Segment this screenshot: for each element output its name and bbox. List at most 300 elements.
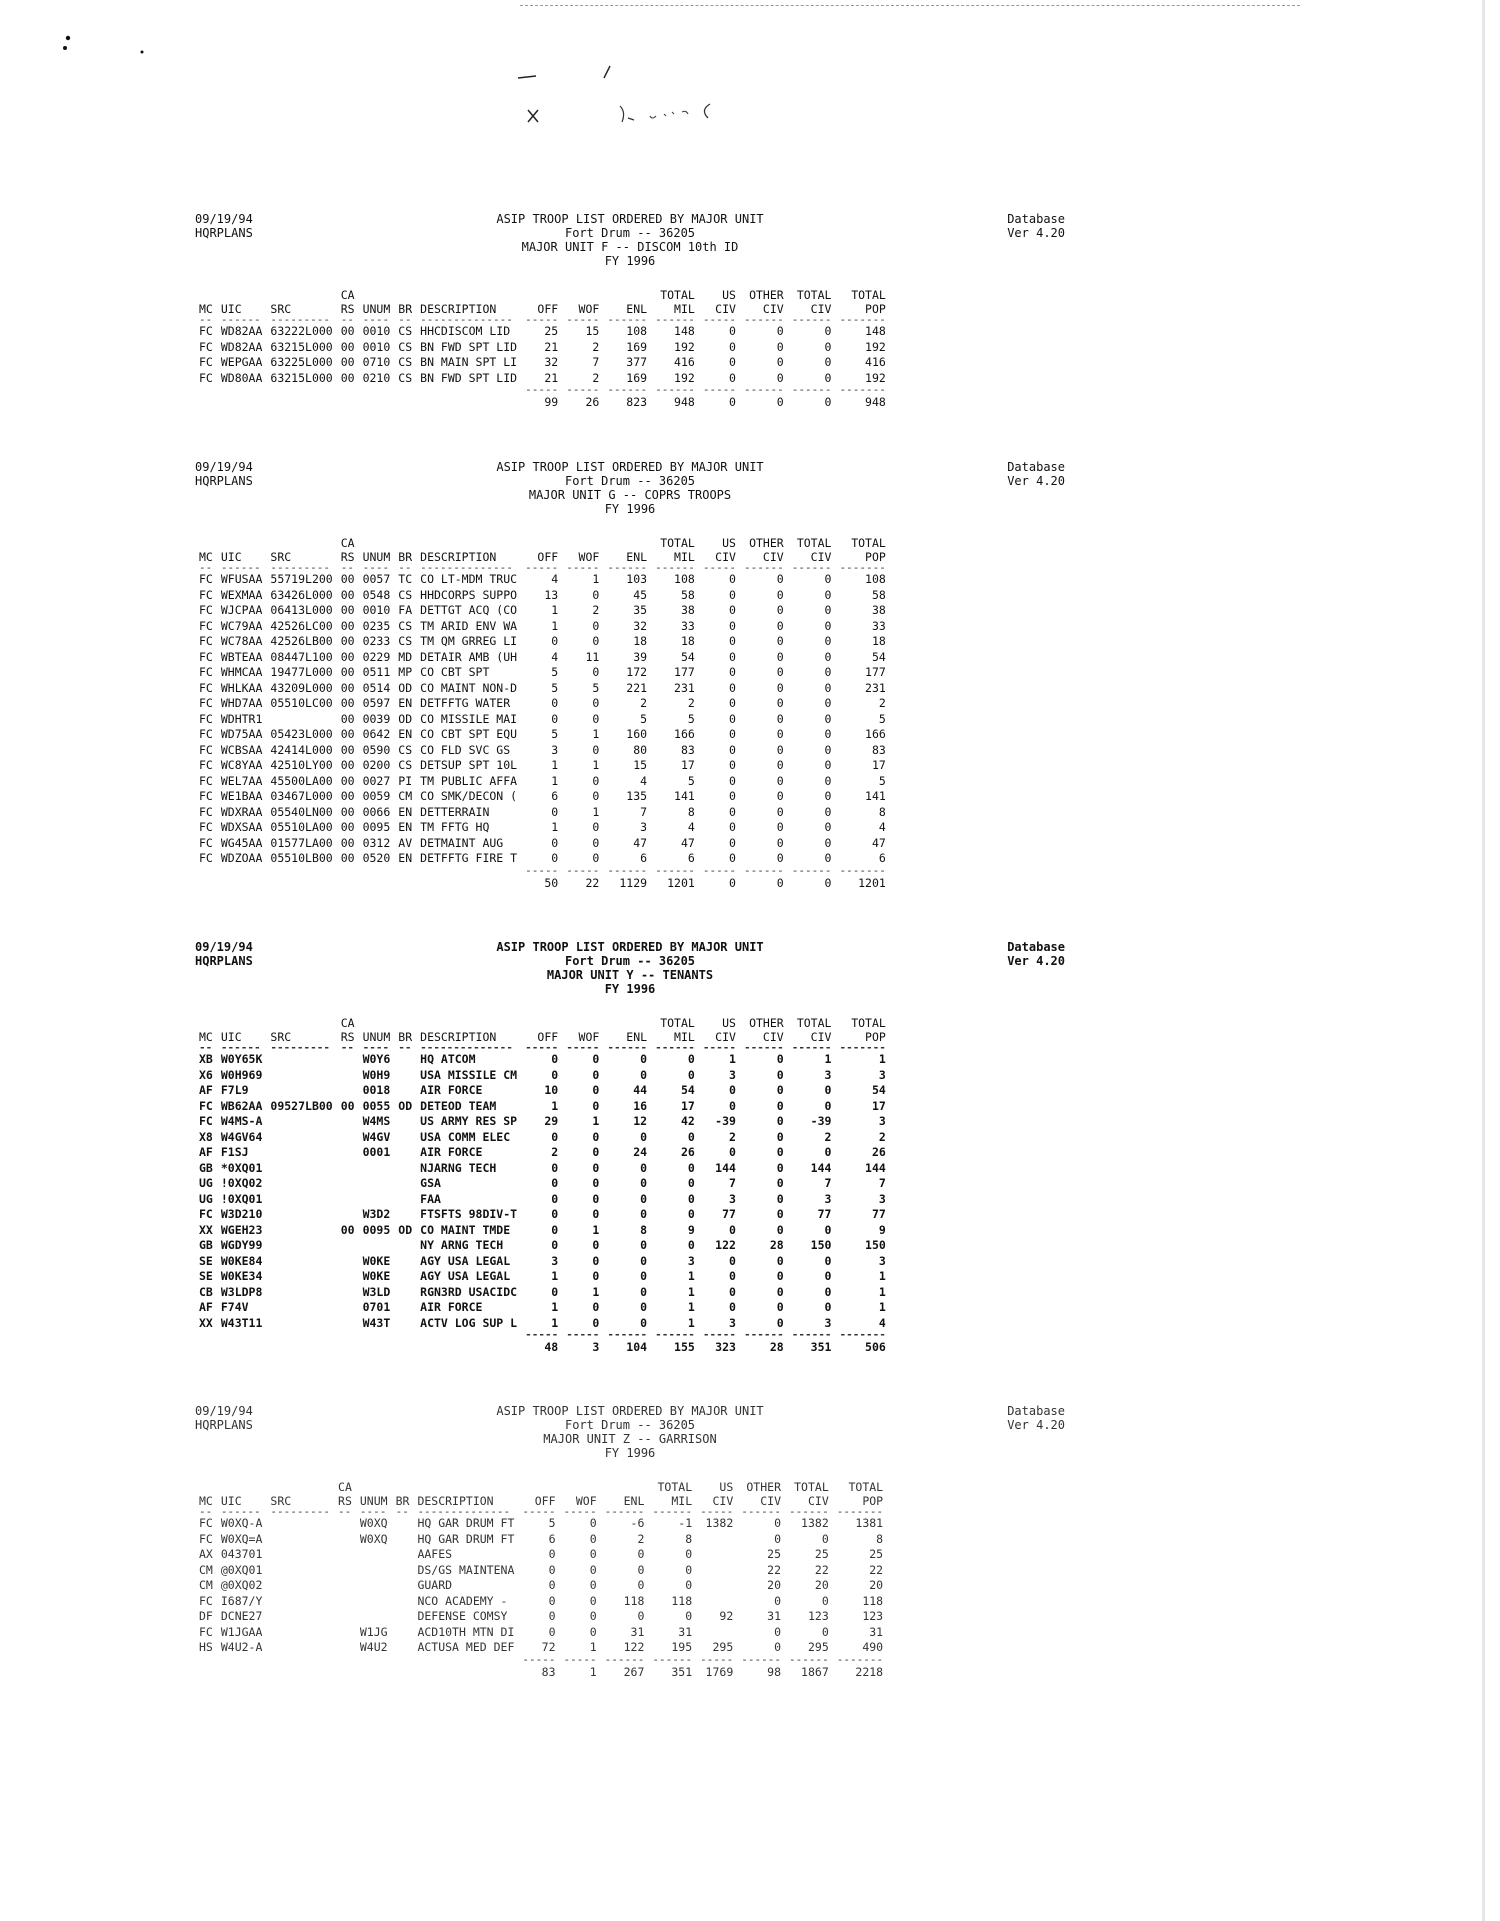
col-header-ociv: OTHER CIV xyxy=(749,288,784,316)
col-header-off: OFF xyxy=(537,302,559,316)
cell-uic: F1SJ xyxy=(220,1145,249,1159)
cell-ca xyxy=(337,1068,359,1084)
cell-uic: W0XQ-A xyxy=(220,1516,263,1530)
cell-tciv: 0 xyxy=(824,1253,832,1268)
cell-pop: 47 xyxy=(871,835,886,850)
cell-ociv: 0 xyxy=(776,339,784,354)
cell-mc: CB xyxy=(199,1284,213,1299)
total-uic xyxy=(217,394,267,411)
cell-ca: 00 xyxy=(340,742,355,757)
cell-ociv: 0 xyxy=(774,1624,781,1639)
total-mil: 351 xyxy=(671,1664,693,1679)
table-row xyxy=(195,1161,890,1177)
cell-mc: X6 xyxy=(199,1067,213,1082)
total-unum xyxy=(359,875,395,892)
total-uciv: 323 xyxy=(715,1340,736,1354)
col-header-src: SRC xyxy=(270,1030,292,1044)
cell-tciv: 0 xyxy=(824,649,832,664)
cell-br xyxy=(394,1300,416,1316)
cell-uciv: 0 xyxy=(729,711,736,726)
cell-unum: 0095 xyxy=(362,820,391,834)
total-ociv: 0 xyxy=(776,395,784,409)
cell-ociv: 0 xyxy=(776,742,784,757)
cell-ca xyxy=(337,1161,359,1177)
cell-uciv: 77 xyxy=(722,1207,736,1221)
cell-desc: RGN3RD USACIDC xyxy=(420,1284,518,1299)
cell-br xyxy=(392,1563,414,1579)
cell-ca xyxy=(337,1207,359,1223)
cell-wof: 0 xyxy=(592,773,600,788)
report-location: Fort Drum -- 36205 xyxy=(564,954,696,968)
cell-ca xyxy=(337,1052,359,1068)
col-header-ca: CA RS xyxy=(340,536,355,564)
cell-uciv: 0 xyxy=(729,820,736,834)
cell-mil: 8 xyxy=(685,1531,693,1546)
cell-mc: SE xyxy=(199,1269,213,1283)
cell-mc: FC xyxy=(199,370,213,385)
cell-enl: 18 xyxy=(633,634,648,648)
cell-ca xyxy=(334,1532,356,1548)
cell-desc: AAFES xyxy=(417,1547,453,1561)
cell-desc: DETMAINT AUG xyxy=(420,835,504,850)
cell-ca xyxy=(337,1269,359,1285)
total-unum xyxy=(356,1664,392,1681)
total-tciv: 351 xyxy=(810,1340,832,1354)
table-row xyxy=(195,1052,890,1068)
cell-unum: 0312 xyxy=(362,835,391,850)
cell-tciv: 0 xyxy=(824,603,832,617)
col-header-pop: TOTAL POP xyxy=(851,1016,886,1044)
cell-src xyxy=(266,1563,334,1579)
cell-unum: 0511 xyxy=(362,665,391,679)
cell-tciv: 3 xyxy=(824,1067,832,1082)
col-header-uic: UIC xyxy=(220,302,242,316)
report-header-center xyxy=(195,212,1065,268)
cell-br: EN xyxy=(398,851,413,865)
col-header-src: SRC xyxy=(270,550,292,564)
cell-enl: 12 xyxy=(633,1114,648,1128)
total-mc xyxy=(195,875,217,892)
cell-ociv: 0 xyxy=(776,370,784,385)
col-header-br: BR xyxy=(395,1494,410,1508)
cell-mc: FC xyxy=(199,1531,213,1546)
cell-unum: 0001 xyxy=(362,1145,391,1159)
cell-ociv: 0 xyxy=(776,634,784,648)
report-header xyxy=(195,212,1065,284)
cell-desc: DETAIR AMB (UH xyxy=(420,649,518,664)
cell-unum: W4MS xyxy=(362,1114,391,1128)
cell-mc: AF xyxy=(199,1145,213,1159)
cell-uciv: 0 xyxy=(729,370,736,385)
cell-wof: 0 xyxy=(592,851,600,865)
cell-br: EN xyxy=(398,820,413,834)
cell-unum: 0200 xyxy=(362,758,391,772)
cell-ca: 00 xyxy=(340,370,355,385)
cell-src: 05510LA00 xyxy=(270,820,333,834)
table-row xyxy=(195,1099,890,1115)
cell-uic: W0KE34 xyxy=(220,1269,263,1283)
cell-ociv: 0 xyxy=(776,1083,784,1097)
cell-pop: 54 xyxy=(871,1083,886,1097)
cell-desc: FTSFTS 98DIV-T xyxy=(420,1207,518,1221)
report-header-right xyxy=(1007,212,1065,240)
cell-src xyxy=(266,1547,334,1563)
cell-uciv: 1 xyxy=(729,1052,736,1066)
cell-off: 0 xyxy=(551,1222,559,1237)
cell-ociv: 0 xyxy=(776,1052,784,1066)
cell-enl: 24 xyxy=(633,1145,648,1159)
cell-desc: US ARMY RES SP xyxy=(420,1114,518,1128)
cell-br: CS xyxy=(398,339,413,354)
col-header-enl: ENL xyxy=(626,1030,648,1044)
cell-pop: 38 xyxy=(871,603,886,617)
cell-desc: HHCDISCOM LID xyxy=(420,324,511,338)
cell-ociv: 0 xyxy=(776,1114,784,1128)
cell-enl: 0 xyxy=(637,1562,645,1577)
cell-src xyxy=(266,1594,334,1610)
cell-src: 42526LB00 xyxy=(270,634,333,648)
cell-src: 09527LB00 xyxy=(270,1098,333,1113)
col-header-unum: UNUM xyxy=(359,1494,388,1508)
cell-br xyxy=(394,1145,416,1161)
cell-br xyxy=(392,1640,414,1656)
cell-tciv: 0 xyxy=(824,773,832,788)
table-row xyxy=(195,1083,890,1099)
cell-off: 0 xyxy=(551,634,559,648)
cell-src: 63215L000 xyxy=(270,339,333,354)
cell-br: CS xyxy=(398,742,413,757)
cell-mil: 0 xyxy=(687,1176,695,1190)
cell-enl: -6 xyxy=(630,1516,645,1530)
col-header-enl: ENL xyxy=(623,1494,645,1508)
cell-off: 0 xyxy=(551,1238,559,1252)
total-pop: 948 xyxy=(865,395,886,409)
col-header-wof: WOF xyxy=(578,1030,600,1044)
cell-desc: CO MISSILE MAI xyxy=(420,711,518,726)
cell-desc: BN MAIN SPT LI xyxy=(420,355,518,369)
cell-src: 42510LY00 xyxy=(270,758,333,772)
cell-br: CM xyxy=(398,789,413,803)
cell-pop: 1 xyxy=(878,1300,886,1314)
cell-tciv: 144 xyxy=(810,1160,832,1175)
cell-desc: TM PUBLIC AFFA xyxy=(420,773,518,788)
cell-uic: *0XQ01 xyxy=(220,1160,263,1175)
cell-ca xyxy=(334,1640,356,1656)
cell-ociv: 0 xyxy=(776,820,784,834)
cell-src xyxy=(266,1068,336,1084)
cell-mil: 195 xyxy=(671,1640,693,1654)
cell-ca xyxy=(334,1516,356,1532)
cell-br: PI xyxy=(398,773,413,788)
cell-unum: 0642 xyxy=(362,727,391,741)
cell-desc: HQ GAR DRUM FT xyxy=(417,1531,515,1546)
col-header-ca: CA RS xyxy=(338,1480,352,1508)
cell-ca xyxy=(337,1083,359,1099)
col-header-pop: TOTAL POP xyxy=(851,536,886,564)
cell-src: 05510LC00 xyxy=(270,696,333,710)
cell-tciv: 0 xyxy=(824,665,832,679)
report-fiscal-year: FY 1996 xyxy=(604,982,656,996)
cell-unum: 0066 xyxy=(362,804,391,819)
cell-desc: GSA xyxy=(420,1176,441,1190)
cell-uciv xyxy=(696,1563,737,1579)
cell-off: 0 xyxy=(551,696,559,710)
col-header-desc: DESCRIPTION xyxy=(420,302,497,316)
table-row xyxy=(195,1207,890,1223)
cell-uciv: 144 xyxy=(715,1160,736,1175)
cell-pop: 490 xyxy=(862,1640,884,1654)
report-fiscal-year: FY 1996 xyxy=(604,502,656,516)
cell-off: 5 xyxy=(548,1516,556,1530)
total-br xyxy=(394,875,416,892)
total-mc xyxy=(195,1339,217,1356)
total-src xyxy=(266,1664,334,1681)
cell-uciv: 0 xyxy=(729,804,736,819)
table-header-row xyxy=(195,288,890,316)
cell-enl: 39 xyxy=(633,649,648,664)
cell-wof: 0 xyxy=(589,1516,597,1530)
cell-off: 0 xyxy=(548,1562,556,1577)
cell-off: 4 xyxy=(551,572,559,586)
cell-uic: W0XQ=A xyxy=(220,1531,263,1546)
table-row xyxy=(195,1176,890,1192)
cell-uciv: 3 xyxy=(729,1191,736,1206)
cell-tciv: 25 xyxy=(814,1547,829,1561)
total-uciv: 0 xyxy=(729,875,736,890)
cell-uic: WEXMAA xyxy=(220,587,263,602)
cell-ca xyxy=(334,1578,356,1594)
cell-ociv: 0 xyxy=(776,680,784,695)
cell-mc: FC xyxy=(199,820,213,834)
cell-tciv: 0 xyxy=(824,370,832,385)
cell-wof: 0 xyxy=(589,1624,597,1639)
cell-mil: 0 xyxy=(685,1609,693,1623)
cell-uciv: 0 xyxy=(729,742,736,757)
cell-uciv: 0 xyxy=(729,680,736,695)
table-row xyxy=(195,1238,890,1254)
cell-ociv: 0 xyxy=(776,324,784,338)
cell-tciv: 0 xyxy=(824,1300,832,1314)
table-row xyxy=(195,1625,887,1641)
cell-pop: 6 xyxy=(878,851,886,865)
cell-off: 29 xyxy=(544,1114,559,1128)
cell-off: 1 xyxy=(551,1315,559,1330)
cell-pop: 3 xyxy=(878,1114,886,1128)
cell-ca: 00 xyxy=(340,758,355,772)
totals-row xyxy=(195,394,890,411)
cell-unum xyxy=(356,1547,392,1563)
table-row xyxy=(195,1269,890,1285)
cell-uciv: 2 xyxy=(729,1129,736,1144)
cell-src: 06413L000 xyxy=(270,603,333,617)
total-uic xyxy=(217,1339,267,1356)
cell-tciv: 2 xyxy=(824,1129,832,1144)
cell-uic: WD75AA xyxy=(220,727,263,741)
db-version: Ver 4.20 xyxy=(1007,954,1065,968)
cell-desc: AIR FORCE xyxy=(420,1083,483,1097)
cell-uic: WDZOAA xyxy=(220,851,263,865)
cell-mil: 0 xyxy=(687,1238,695,1252)
cell-mil: 118 xyxy=(671,1593,693,1608)
db-label: Database xyxy=(1007,1404,1065,1418)
cell-ociv: 25 xyxy=(767,1547,781,1561)
cell-ociv: 0 xyxy=(776,727,784,741)
cell-desc: ACTUSA MED DEF xyxy=(417,1640,515,1654)
cell-unum: 0010 xyxy=(362,603,391,617)
cell-uic: I687/Y xyxy=(220,1593,263,1608)
totals-row xyxy=(195,875,890,892)
cell-mil: 0 xyxy=(687,1052,695,1066)
report-date: 09/19/94 xyxy=(195,1404,253,1418)
cell-ca xyxy=(337,1238,359,1254)
cell-ca: 00 xyxy=(340,665,355,679)
cell-src xyxy=(266,1192,336,1208)
cell-off: 25 xyxy=(544,324,559,338)
report-user: HQRPLANS xyxy=(195,226,253,240)
cell-wof: 0 xyxy=(592,1238,600,1252)
cell-uciv: 0 xyxy=(729,1083,736,1097)
cell-pop: 31 xyxy=(869,1624,884,1639)
cell-ca: 00 xyxy=(340,820,355,834)
cell-ociv: 0 xyxy=(776,1269,784,1283)
cell-uic: W0H969 xyxy=(220,1067,263,1082)
cell-unum: W0Y6 xyxy=(362,1052,391,1066)
cell-enl: 169 xyxy=(626,370,648,385)
cell-br xyxy=(394,1052,416,1068)
header-underline: -- ------ --------- -- ---- -- -------------- ----- ----- ------ ------ ----- ------ ------ ------- xyxy=(199,561,886,574)
cell-br: CS xyxy=(398,758,413,772)
cell-off: 1 xyxy=(551,1300,559,1314)
cell-unum: 0039 xyxy=(362,711,391,726)
cell-uic: W4MS-A xyxy=(220,1114,263,1128)
cell-desc: DETTGT ACQ (CO xyxy=(420,603,518,617)
totals-separator: ----- ----- ------ ------ ----- ------ ------ ------- xyxy=(525,1328,886,1341)
cell-mil: 0 xyxy=(687,1191,695,1206)
report-section-discom xyxy=(195,212,1065,411)
table-row xyxy=(195,603,890,619)
cell-ociv: 20 xyxy=(767,1578,781,1592)
cell-uciv: 0 xyxy=(729,618,736,633)
table-row xyxy=(195,634,890,650)
cell-src: 63215L000 xyxy=(270,370,333,385)
cell-uciv: 0 xyxy=(729,1222,736,1237)
col-header-unum: UNUM xyxy=(362,1030,391,1044)
handwritten-annotation xyxy=(500,60,820,140)
cell-pop: 144 xyxy=(865,1160,886,1175)
cell-pop: 5 xyxy=(878,773,886,788)
table-row xyxy=(195,712,890,728)
cell-wof: 0 xyxy=(592,1098,600,1113)
cell-tciv: 0 xyxy=(824,680,832,695)
cell-off: 5 xyxy=(551,727,559,741)
cell-off: 5 xyxy=(551,665,559,679)
cell-off: 0 xyxy=(551,1207,559,1221)
total-ociv: 28 xyxy=(769,1340,784,1354)
cell-mil: 83 xyxy=(680,742,695,757)
report-header-right xyxy=(1007,1404,1065,1432)
cell-mc: FC xyxy=(199,665,213,679)
cell-pop: 108 xyxy=(865,572,886,586)
cell-wof: 1 xyxy=(592,1114,600,1128)
cell-br xyxy=(394,1192,416,1208)
cell-mc: FC xyxy=(199,711,213,726)
cell-mil: 1 xyxy=(687,1284,695,1299)
cell-enl: 0 xyxy=(640,1253,648,1268)
cell-wof: 2 xyxy=(592,339,600,354)
col-header-br: BR xyxy=(398,550,413,564)
cell-pop: 141 xyxy=(865,789,886,803)
cell-ca xyxy=(337,1176,359,1192)
cell-uic: WD80AA xyxy=(220,370,263,385)
cell-enl: 0 xyxy=(640,1284,648,1299)
report-header-center xyxy=(195,1404,1065,1460)
cell-br: AV xyxy=(398,835,413,850)
cell-unum: 0095 xyxy=(362,1222,391,1237)
totals-separator: ----- ----- ------ ------ ----- ------ ------ ------- xyxy=(525,863,886,877)
cell-pop: 150 xyxy=(865,1238,886,1252)
cell-desc: AGY USA LEGAL xyxy=(420,1269,511,1283)
cell-mil: 141 xyxy=(674,789,695,803)
table-row xyxy=(195,820,890,836)
total-enl: 104 xyxy=(626,1340,648,1354)
cell-ociv: 0 xyxy=(776,665,784,679)
cell-src: 43209L000 xyxy=(270,680,333,695)
cell-mil: 8 xyxy=(687,804,695,819)
scan-specks xyxy=(60,30,160,70)
cell-ociv: 0 xyxy=(776,711,784,726)
cell-ociv: 0 xyxy=(776,835,784,850)
table-row xyxy=(195,340,890,356)
cell-ociv: 0 xyxy=(776,1129,784,1144)
cell-pop: 25 xyxy=(869,1547,884,1561)
cell-mil: 0 xyxy=(687,1067,695,1082)
table-row xyxy=(195,1145,890,1161)
cell-uic: WGDY99 xyxy=(220,1238,263,1252)
cell-uic: F7L9 xyxy=(220,1083,249,1097)
cell-off: 1 xyxy=(551,773,559,788)
cell-ociv: 0 xyxy=(776,572,784,586)
cell-mc: XX xyxy=(199,1315,213,1330)
cell-mc: FC xyxy=(199,339,213,354)
cell-desc: DEFENSE COMSY xyxy=(417,1609,508,1623)
cell-off: 3 xyxy=(551,1253,559,1268)
cell-tciv: 0 xyxy=(824,789,832,803)
cell-uic: W3LDP8 xyxy=(220,1284,263,1299)
cell-mc: FC xyxy=(199,742,213,757)
cell-uciv xyxy=(696,1594,737,1610)
cell-mil: 42 xyxy=(680,1114,695,1128)
cell-off: 0 xyxy=(551,851,559,865)
cell-tciv: 0 xyxy=(824,634,832,648)
cell-wof: 1 xyxy=(592,1222,600,1237)
cell-mc: FC xyxy=(199,1207,213,1221)
cell-tciv: 0 xyxy=(824,324,832,338)
cell-uic: WDHTR1 xyxy=(220,711,263,726)
cell-enl: 35 xyxy=(633,603,648,617)
cell-pop: 148 xyxy=(865,324,886,338)
cell-wof: 0 xyxy=(589,1578,597,1592)
cell-enl: 0 xyxy=(640,1269,648,1283)
cell-ociv: 0 xyxy=(776,789,784,803)
troop-table xyxy=(195,288,890,411)
cell-ociv: 0 xyxy=(776,1067,784,1082)
cell-unum: W3LD xyxy=(362,1284,391,1299)
cell-off: 0 xyxy=(551,1191,559,1206)
cell-wof: 0 xyxy=(592,711,600,726)
cell-tciv: 0 xyxy=(824,851,832,865)
total-wof: 3 xyxy=(592,1340,600,1354)
cell-br: EN xyxy=(398,727,413,741)
